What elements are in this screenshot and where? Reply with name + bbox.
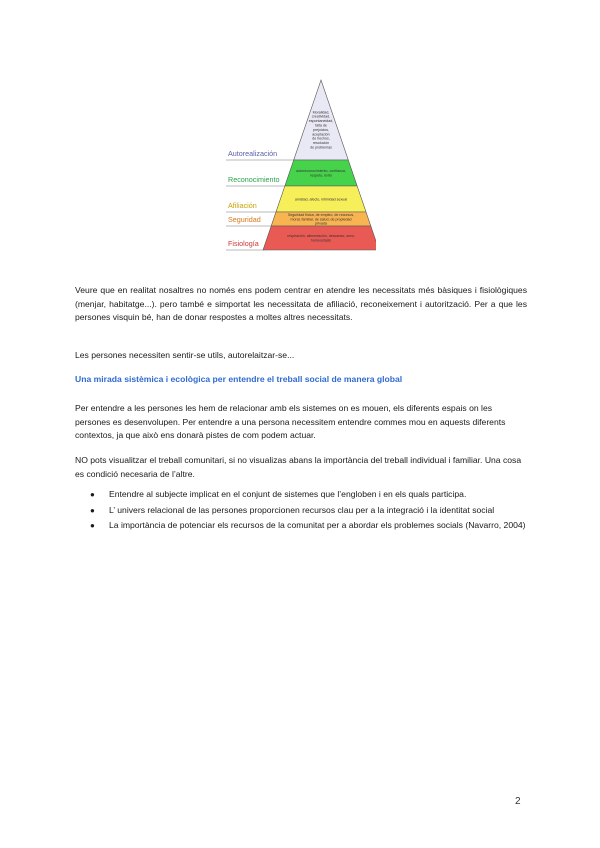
pyramid-level-label: Afiliación (228, 201, 257, 210)
pyramid-level-description: Seguridad física, de empleo, de recursos, moral, familiar, de salud, de propiedad privada (287, 212, 355, 226)
pyramid-level-label: Reconocimiento (228, 175, 280, 184)
paragraph-systems: Per entendre a les persones les hem de relacionar amb els sistemes on es mouen, els diferents espais on les persones es desenvolupen. Per entendre a una persona necessitem entendre commes mou en aquests diferents contextos, ja que això ens donarà pistes de com podem actuar. (75, 403, 506, 441)
list-item: ● La importància de potenciar els recursos de la comunitat per a abordar els problemes socials (Navarro, 2004) (88, 519, 528, 533)
pyramid-level-description: Moralidad, creatividad, espontaneidad, falta de prejuicios, aceptación de hechos, resolución de problemas (308, 110, 334, 150)
paragraph-community-work: NO pots visualitzar el treball comunitari, si no visualizas abans la importància del treball individual i familiar. Una cosa es condició necesaria de l’altre. (75, 455, 522, 479)
list-item: ● Entendre al subjecte implicat en el conjunt de sistemes que l’engloben i en els quals participa. (88, 488, 528, 502)
pyramid-level-description: respiración, alimentación, descanso, sexo, homeostasis (287, 234, 355, 243)
pyramid-level-label: Fisiología (228, 239, 259, 248)
pyramid-level-label: Autorealización (228, 149, 278, 158)
paragraph-self-realization: Les persones necessiten sentir-se utils, autorelaitzar-se... (75, 350, 295, 360)
bullet-list (88, 488, 528, 535)
pyramid-level-label: Seguridad (228, 215, 261, 224)
pyramid-level-description: autoreconocimiento, confianza, respeto, éxito (296, 169, 346, 178)
pyramid-level-description: amistad, afecto, intimidad sexual (294, 197, 348, 202)
section-heading: Una mirada sistèmica i ecològica per entendre el treball social de manera global (75, 374, 403, 384)
maslow-pyramid-image (226, 78, 376, 254)
page-number: 2 (515, 796, 521, 807)
paragraph-needs: Veure que en realitat nosaltres no només ens podem centrar en atendre les necessitats més bàsiques i fisiològiques (menjar, habitatge...). pero també e simportat les necessitata de afiliació, reconeixement i autorització. Per a que les persones visquin bé, han de donar respostes a moltes altres necessitats. (75, 285, 527, 323)
bullet-icon: ● (90, 521, 95, 531)
list-item: ● L’ univers relacional de las persones proporcionen recursos clau per a la integració i la identitat social (88, 504, 528, 518)
bullet-icon: ● (90, 490, 95, 499)
bullet-icon: ● (90, 505, 95, 515)
